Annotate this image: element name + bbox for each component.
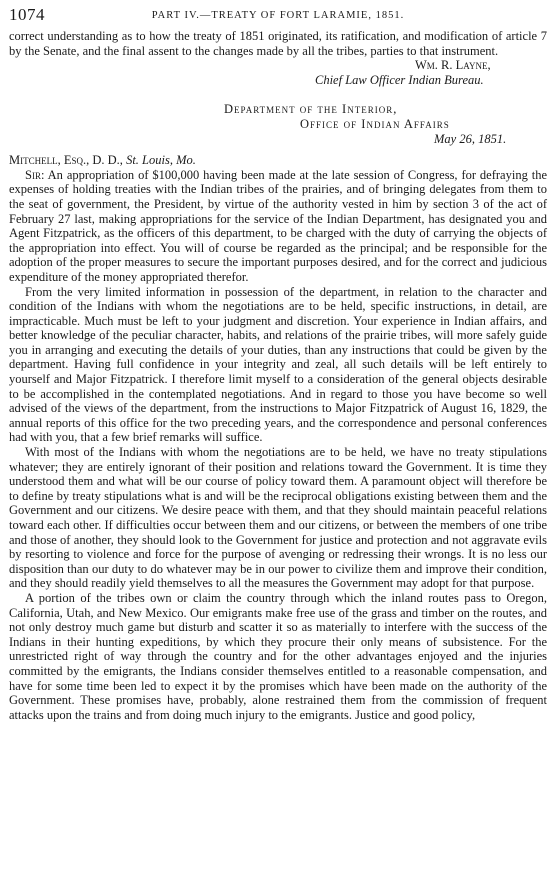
salutation: Sir: [25,167,45,182]
letterhead-office: Office of Indian Affairs [300,116,450,131]
addressee [9,153,547,168]
paragraph-1-text: An appropriation of $100,000 having been made at the late session of Congress, for defraying the expenses of holding treaties with the Indian tribes of the prairies, and of bringing delegates from them to the seat of government, the President, by virtue of the authority vested in him by section 3 of the act of February 27 last, making appropriations for the service of the Indian Department, has designated you and Agent Fitzpatrick, as the officers of this department, to be charged with the duty of carrying the objects of the appropriation into effect. You will of course be regarded as the principal; and be responsible for the adoption of the proper measures to secure the important purposes desired, and for the correct and judicious expenditure of the money appropriated therefor. [9,167,547,284]
body-paragraph-3: With most of the Indians with whom the negotiations are to be held, we have no treaty stipulations whatever; they are entirely ignorant of their position and relations toward the Government. It is time they understood them and what will be our course of policy toward them. A paramount object will therefore be to define by treaty stipulations what is and will be the reciprocal obligations existing between them and the Government and our citizens. We desire peace with them, and that they should maintain peaceful relations toward each other. If difficulties occur between them and our citizens, or between the members of one tribe and those of another, they should look to the Government for justice and protection and not aggravate evils by resorting to violence and force for the purpose of avenging or redressing their wrongs. It is no less our disposition than our duty to do whatever may be in our power to civilize them and improve their condition, and they should readily yield themselves to all the measures the Government may adopt for that purpose. [9,445,547,591]
letterhead-department: Department of the Interior, [224,102,398,117]
page-number: 1074 [9,5,45,24]
signature-name: Wm. R. Layne, [415,58,491,73]
page-header [9,5,547,29]
body-paragraph-1 [9,168,547,285]
letter-date: May 26, 1851. [434,131,507,146]
addressee-name: Mitchell, Esq., D. D., [9,153,123,168]
document-page [9,5,547,722]
running-head: PART IV.—TREATY OF FORT LARAMIE, 1851. [151,10,405,21]
body-paragraph-2: From the very limited information in possession of the department, in relation to the character and condition of the Indians with whom the negotiations are to be held, specific instructions, in detail, are impracticable. Much must be left to your judgment and discretion. Your experience in Indian affairs, and better knowledge of the peculiar character, habits, and relations of the prairie tribes, will more safely guide you in arranging and executing the details of your duties, than any instructions that could be given by the department. Having full confidence in your integrity and zeal, all such details will be left entirely to yourself and Major Fitzpatrick. I therefore limit myself to a consideration of the general objects desirable to be accomplished in the contemplated negotiations. And in regard to those you have become so well advised of the views of the department, from the instructions to Major Fitzpatrick of August 16, 1829, the annual reports of this office for the two preceding years, and the correspondence and personal conferences had with you, that a few brief remarks will suffice. [9,284,547,445]
body-paragraph-4: A portion of the tribes own or claim the country through which the inland routes pass to Oregon, California, Utah, and New Mexico. Our emigrants make free use of the grass and timber on the routes, and not only destroy much game but disturb and scatter it so as materially to interfere with the success of the Indians in their hunting expeditions, by which they procure their only means of subsistence. For the unrestricted right of way through the country and for the other advantages enjoyed and the injuries committed by the emigrants, the Indians consider themselves entitled to a reasonable compensation, and have for some time been led to expect it by the promises which have been made on the authority of the Government. These promises have, probably, alone restrained them from the commission of frequent attacks upon the trains and from doing much injury to the emigrants. Justice and good policy, [9,590,547,722]
signature-block [9,58,547,87]
signature-title: Chief Law Officer Indian Bureau. [315,72,484,87]
addressee-place: St. Louis, Mo. [126,153,196,168]
letterhead [9,102,547,146]
intro-paragraph: correct understanding as to how the treaty of 1851 originated, its ratification, and modification of article 7 by the Senate, and the final assent to the changes made by all the tribes, parties to that instrument. [9,29,547,58]
